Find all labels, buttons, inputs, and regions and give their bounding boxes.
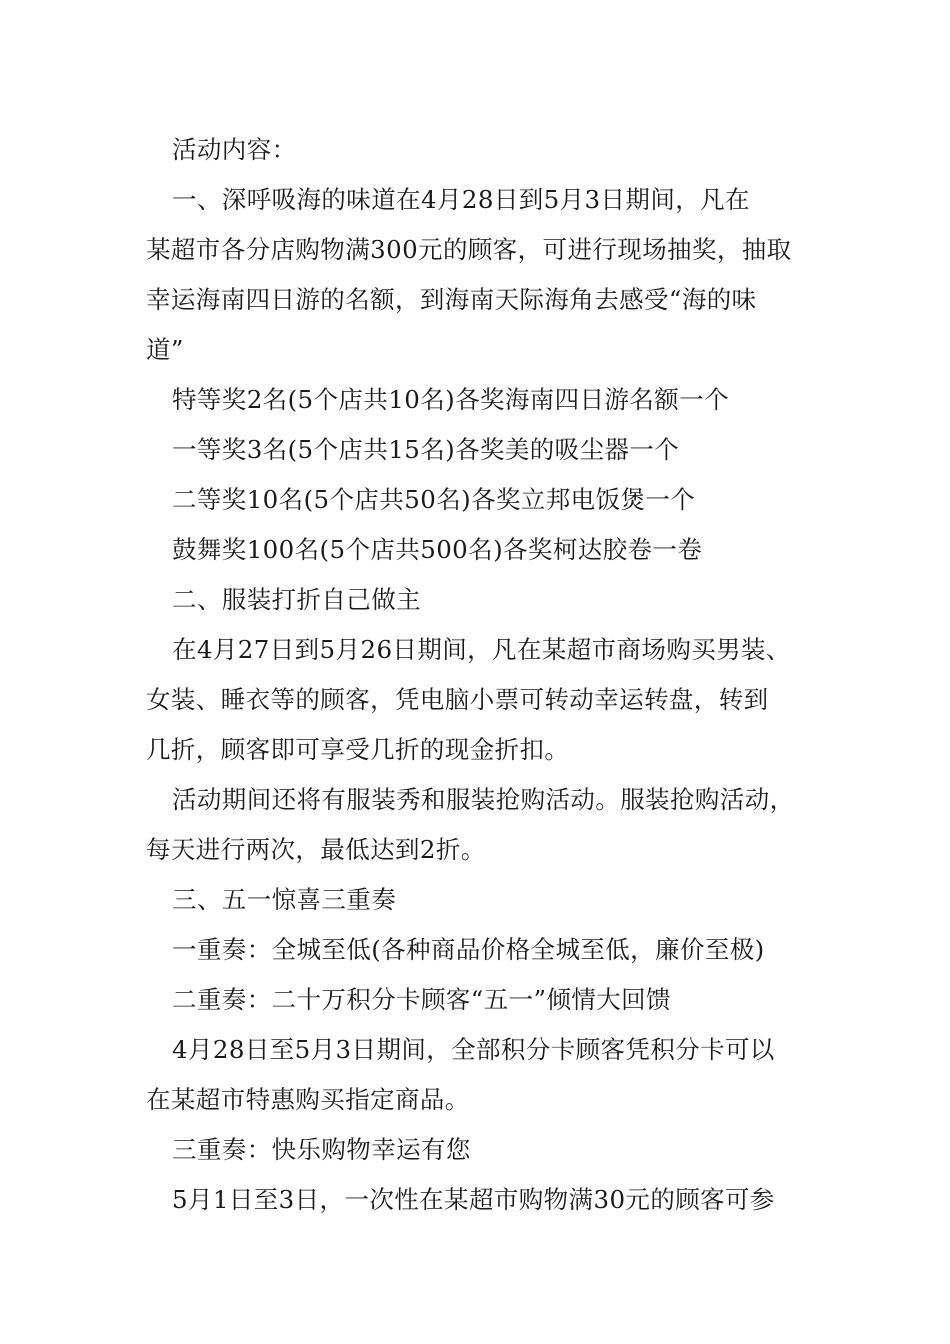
paragraph-line: 幸运海南四日游的名额，到海南天际海角去感受“海的味: [146, 285, 757, 314]
paragraph-line: 一、深呼吸海的味道在4月28日到5月3日期间，凡在: [172, 185, 750, 214]
paragraph-line: 在某超市特惠购买指定商品。: [146, 1085, 470, 1114]
prize-line: 鼓舞奖100名(5个店共500名)各奖柯达胶卷一卷: [172, 535, 703, 564]
paragraph-line: 4月28日至5月3日期间，全部积分卡顾客凭积分卡可以: [172, 1035, 775, 1064]
paragraph-line: 5月1日至3日，一次性在某超市购物满30元的顾客可参: [172, 1185, 775, 1214]
paragraph-line: 二重奏：二十万积分卡顾客“五一”倾情大回馈: [172, 985, 671, 1014]
section-heading: 三、五一惊喜三重奏: [172, 885, 397, 914]
paragraph-line: 每天进行两次，最低达到2折。: [146, 835, 486, 864]
paragraph-line: 一重奏：全城至低(各种商品价格全城至低，廉价至极): [172, 935, 765, 964]
prize-line: 一等奖3名(5个店共15名)各奖美的吸尘器一个: [172, 435, 680, 464]
prize-line: 二等奖10名(5个店共50名)各奖立邦电饭煲一个: [172, 485, 696, 514]
paragraph-line: 女装、睡衣等的顾客，凭电脑小票可转动幸运转盘，转到: [146, 685, 769, 714]
paragraph-line: 在4月27日到5月26日期间，凡在某超市商场购买男装、: [172, 635, 791, 664]
paragraph-line: 三重奏：快乐购物幸运有您: [172, 1135, 471, 1164]
prize-line: 特等奖2名(5个店共10名)各奖海南四日游名额一个: [172, 385, 729, 414]
paragraph-line: 道”: [146, 335, 184, 364]
paragraph-line: 某超市各分店购物满300元的顾客，可进行现场抽奖，抽取: [146, 235, 792, 264]
paragraph-line: 活动期间还将有服装秀和服装抢购活动。服装抢购活动，: [172, 785, 795, 814]
section-heading: 二、服装打折自己做主: [172, 585, 421, 614]
section-heading: 活动内容：: [172, 135, 297, 164]
paragraph-line: 几折，顾客即可享受几折的现金折扣。: [146, 735, 570, 764]
